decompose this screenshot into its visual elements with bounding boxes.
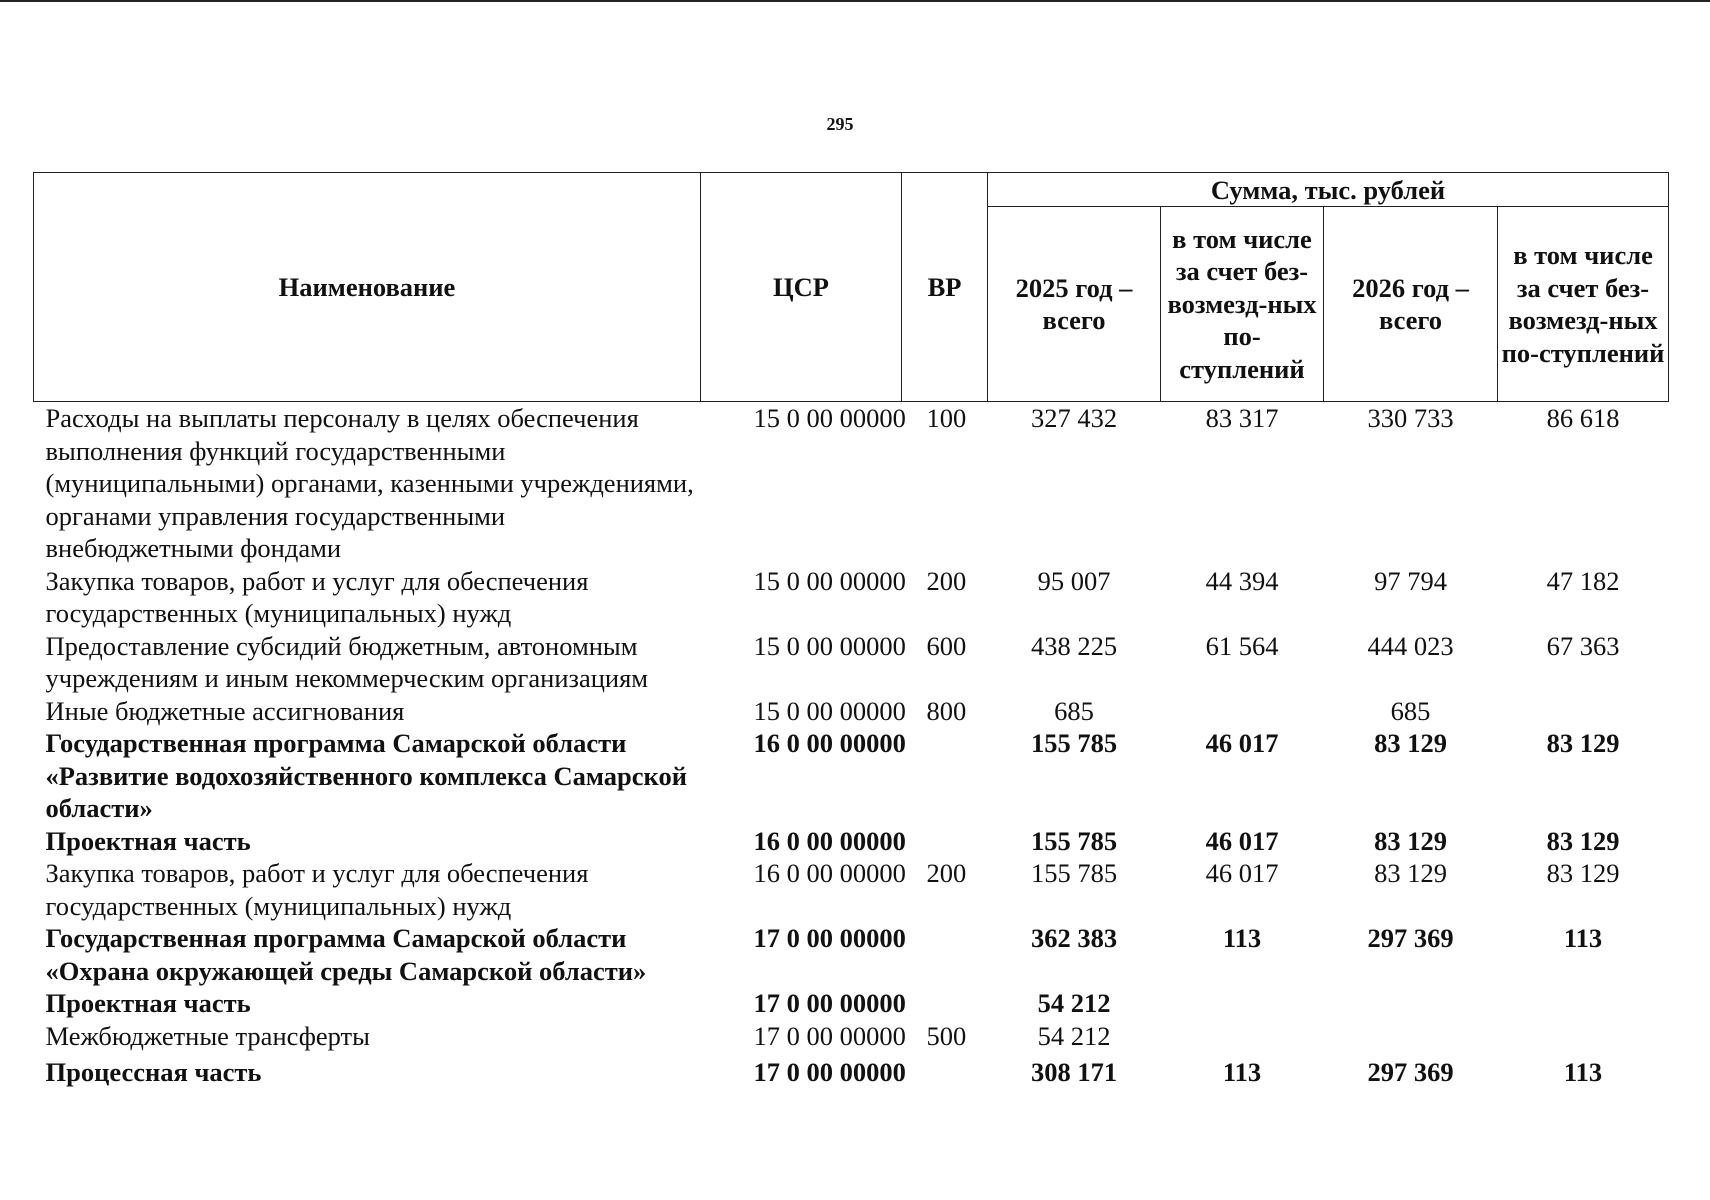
table-row [34, 695, 1669, 728]
row-2026-free: 47 182 [1546, 565, 1620, 596]
row-2026-total: 83 129 [1374, 825, 1447, 856]
header-2025-total: 2025 год – всего [988, 207, 1161, 402]
header-csr: ЦСР [701, 173, 902, 402]
row-2026-total: 444 023 [1367, 630, 1454, 661]
row-2026-total: 685 [1390, 695, 1431, 726]
table-header [34, 173, 1669, 402]
row-2025-total: 155 785 [1030, 728, 1118, 758]
row-vr: 800 [926, 695, 967, 726]
row-2025-total: 155 785 [1030, 825, 1118, 856]
row-vr [902, 1052, 988, 1089]
row-name: Межбюджетные трансферты [45, 1020, 370, 1051]
row-2026-total [1324, 987, 1498, 1020]
row-2025-total: 438 225 [1030, 630, 1118, 661]
row-csr: 17 0 00 00000 [753, 1020, 906, 1051]
row-2025-free [1161, 695, 1324, 728]
row-2026-total: 83 129 [1374, 728, 1447, 758]
row-vr: 200 [926, 565, 967, 596]
row-csr: 16 0 00 00000 [753, 825, 906, 856]
row-2026-free: 83 129 [1546, 825, 1620, 856]
row-2025-free: 83 317 [1205, 403, 1279, 433]
table-row [34, 987, 1669, 1020]
row-2026-total: 297 369 [1367, 1057, 1454, 1087]
row-2026-total: 330 733 [1367, 403, 1454, 433]
row-2025-free [1161, 987, 1324, 1020]
row-vr: 600 [926, 630, 967, 661]
table-row [34, 922, 1669, 987]
row-2025-total: 327 432 [1030, 403, 1118, 433]
row-vr [902, 987, 988, 1020]
row-csr: 16 0 00 00000 [753, 728, 906, 758]
row-name: Закупка товаров, работ и услуг для обеспечения государственных (муниципальных) нужд [45, 858, 589, 921]
row-2025-free: 46 017 [1205, 728, 1279, 758]
row-vr: 100 [926, 403, 967, 433]
header-2026-total: 2026 год – всего [1324, 207, 1498, 402]
row-2026-free [1498, 1020, 1669, 1053]
row-csr: 15 0 00 00000 [753, 630, 906, 661]
row-vr [902, 825, 988, 858]
row-csr: 17 0 00 00000 [753, 1057, 906, 1087]
header-2025-free: в том числе за счет без-возмезд-ных по-ступлений [1161, 207, 1324, 402]
row-2026-free [1498, 695, 1669, 728]
table-row [34, 857, 1669, 922]
row-csr: 15 0 00 00000 [753, 403, 906, 433]
row-2026-total [1324, 1020, 1498, 1053]
row-vr: 200 [926, 858, 967, 888]
row-2026-total: 83 129 [1374, 858, 1447, 888]
table-row [34, 1052, 1669, 1089]
row-vr [902, 922, 988, 987]
page-number: 295 [826, 114, 854, 134]
row-2025-free: 46 017 [1205, 858, 1279, 888]
row-2025-total: 54 212 [1037, 988, 1111, 1018]
row-vr [902, 727, 988, 825]
row-name: Государственная программа Самарской области «Охрана окружающей среды Самарской области» [45, 923, 647, 986]
table-row [34, 825, 1669, 858]
row-2025-total: 362 383 [1030, 923, 1118, 953]
budget-table [33, 172, 1669, 1089]
row-2025-free: 61 564 [1205, 630, 1279, 661]
table-row [34, 1020, 1669, 1053]
row-csr: 16 0 00 00000 [753, 858, 906, 888]
row-name: Процессная часть [45, 1057, 262, 1087]
row-name: Закупка товаров, работ и услуг для обеспечения государственных (муниципальных) нужд [45, 565, 589, 628]
row-2025-total: 155 785 [1030, 858, 1118, 888]
row-2025-free [1161, 1020, 1324, 1053]
row-2025-total: 95 007 [1037, 565, 1111, 596]
row-2026-free [1498, 987, 1669, 1020]
row-2025-free: 113 [1222, 923, 1262, 953]
row-2026-free: 86 618 [1546, 403, 1620, 433]
row-vr: 500 [926, 1020, 967, 1051]
row-2025-free: 46 017 [1205, 825, 1279, 856]
row-2026-free: 83 129 [1546, 728, 1620, 758]
table-row [34, 727, 1669, 825]
scan-border [0, 0, 1710, 2]
row-2025-total: 685 [1054, 695, 1094, 726]
row-2026-free: 113 [1563, 923, 1603, 953]
row-2026-total: 97 794 [1374, 565, 1447, 596]
row-2025-free: 113 [1222, 1057, 1262, 1087]
row-name: Расходы на выплаты персоналу в целях обеспечения выполнения функций государственными (муниципальными) органами, казенными учреждениями, органами управления государственными внебюджетными фондами [45, 403, 694, 563]
row-csr: 15 0 00 00000 [753, 565, 906, 596]
row-name: Проектная часть [45, 988, 251, 1018]
row-name: Проектная часть [45, 825, 251, 856]
row-name: Государственная программа Самарской области «Развитие водохозяйственного комплекса Самарской области» [45, 728, 687, 823]
row-csr: 17 0 00 00000 [753, 923, 906, 953]
row-2026-free: 83 129 [1546, 858, 1620, 888]
table-row [34, 402, 1669, 565]
row-2026-free: 113 [1563, 1057, 1603, 1087]
header-sum-group: Сумма, тыс. рублей [988, 173, 1669, 207]
table-body [34, 402, 1669, 1089]
header-2026-free: в том числе за счет без-возмезд-ных по-ступлений [1498, 207, 1669, 402]
header-vr: ВР [902, 173, 988, 402]
row-csr: 17 0 00 00000 [753, 988, 906, 1018]
row-2025-free: 44 394 [1205, 565, 1279, 596]
row-name: Предоставление субсидий бюджетным, автономным учреждениям и иным некоммерческим организациям [45, 630, 649, 693]
header-name: Наименование [34, 173, 701, 402]
row-2026-free: 67 363 [1546, 630, 1620, 661]
row-2026-total: 297 369 [1367, 923, 1454, 953]
row-name: Иные бюджетные ассигнования [45, 695, 405, 726]
row-2025-total: 54 212 [1037, 1020, 1111, 1051]
table-row [34, 630, 1669, 695]
table-row [34, 565, 1669, 630]
row-csr: 15 0 00 00000 [753, 695, 906, 726]
row-2025-total: 308 171 [1030, 1057, 1118, 1087]
